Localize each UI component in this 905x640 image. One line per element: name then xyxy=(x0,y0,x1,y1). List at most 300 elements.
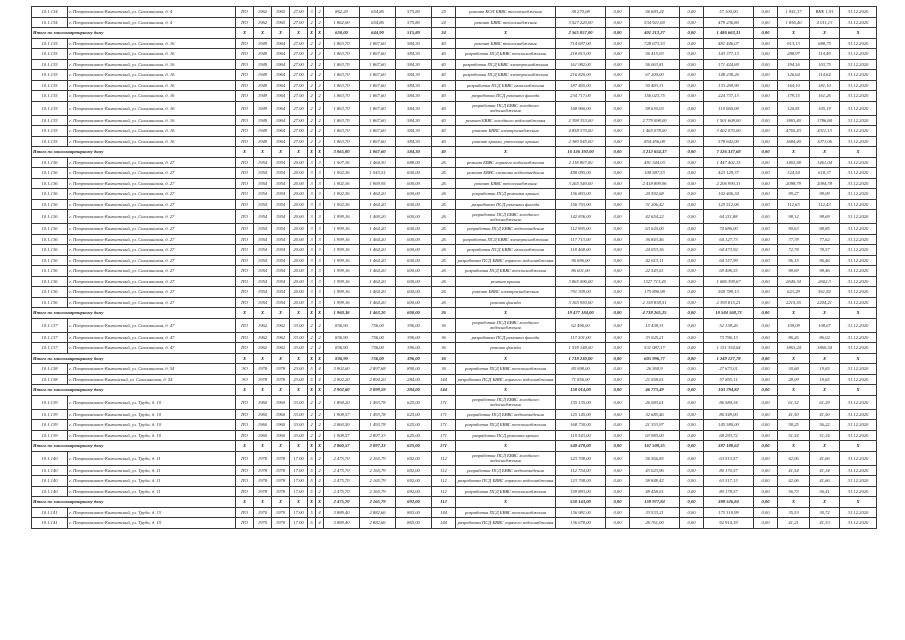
table-cell: 86 601,00 xyxy=(556,266,606,277)
table-cell: 0,00 xyxy=(680,374,704,385)
table-cell: 20.00 xyxy=(290,210,308,224)
table-cell: X xyxy=(308,441,316,452)
table-cell: 1954 xyxy=(254,210,272,224)
table-cell: 10.1.137 xyxy=(32,332,68,343)
table-cell: 2640,34 xyxy=(778,276,810,287)
table-cell: 575,80 xyxy=(396,7,432,18)
table-cell: 42 654,22 xyxy=(630,210,680,224)
table-cell: 2 xyxy=(316,17,324,28)
table-cell: 0,00 xyxy=(680,507,704,518)
table-cell: 3 xyxy=(308,276,316,287)
table-cell: ПО xyxy=(236,518,254,529)
table-cell: 1 867,60 xyxy=(360,91,396,102)
table-cell: X xyxy=(810,385,840,396)
table-cell: 1978 xyxy=(272,374,290,385)
table-cell: 0,00 xyxy=(606,318,630,332)
table-cell: 0,00 xyxy=(606,91,630,102)
table-cell: 0,00 xyxy=(680,49,704,60)
table-cell: 2 475,70 xyxy=(324,497,360,508)
table-cell: 31.12.2020 xyxy=(840,395,877,409)
table-cell: 1949 xyxy=(254,49,272,60)
table-cell: 2 xyxy=(308,49,316,60)
table-cell: 136 981,00 xyxy=(556,507,606,518)
table-cell: 22 543,61 xyxy=(630,266,680,277)
table-cell: 168 730,00 xyxy=(556,420,606,431)
table-cell: 0,00 xyxy=(680,80,704,91)
table-cell: 0,00 xyxy=(680,199,704,210)
table-cell: 159 893,00 xyxy=(556,486,606,497)
table-cell: разработка ПСД БВВС теплоснабжения xyxy=(456,49,556,60)
table-cell: 90,63 xyxy=(778,224,810,235)
table-cell: 1 867,60 xyxy=(360,49,396,60)
table-cell: 98,46 xyxy=(810,266,840,277)
table-cell: 26 xyxy=(432,224,456,235)
table-cell: 158 014,00 xyxy=(556,385,606,396)
table-cell: 1786,84 xyxy=(810,115,840,126)
table-cell: 0,00 xyxy=(606,332,630,343)
table-cell: 0,00 xyxy=(606,518,630,529)
table-cell: 31.12.2020 xyxy=(840,199,877,210)
table-cell: 10.1.134 xyxy=(32,7,68,18)
table-cell: 865,00 xyxy=(396,507,432,518)
table-cell: 40 xyxy=(432,91,456,102)
table-cell: 31.12.2020 xyxy=(840,476,877,487)
table-cell: 692,00 xyxy=(396,451,432,465)
table-cell: 1964 xyxy=(272,38,290,49)
table-cell: 600,00 xyxy=(396,287,432,298)
table-cell: X xyxy=(840,441,877,452)
table-cell: 756,00 xyxy=(360,332,396,343)
table-cell: 0,00 xyxy=(754,476,778,487)
table-cell: X xyxy=(236,308,254,319)
table-cell: 1954 xyxy=(272,224,290,235)
table-cell: 10 584 568,73 xyxy=(704,308,754,319)
table-cell: X xyxy=(272,353,290,364)
table-cell: 10.1.136 xyxy=(32,287,68,298)
table-cell: 20.00 xyxy=(290,168,308,179)
table-cell: 85 098,00 xyxy=(556,364,606,375)
table-cell: 0,00 xyxy=(680,287,704,298)
table-cell: 0,00 xyxy=(606,80,630,91)
table-cell: 0,00 xyxy=(680,297,704,308)
table-cell: ПО xyxy=(236,465,254,476)
table-cell: 17.00 xyxy=(290,465,308,476)
table-cell: 3 xyxy=(308,7,316,18)
table-cell: 30,72 xyxy=(810,507,840,518)
table-row xyxy=(32,80,877,91)
table-cell: 2 xyxy=(316,136,324,147)
table-cell: 40 xyxy=(432,115,456,126)
table-cell: 654,86 xyxy=(360,7,396,18)
table-cell: 31.12.2020 xyxy=(840,364,877,375)
table-cell: 30,68 xyxy=(778,364,810,375)
table-cell: 600,00 xyxy=(396,297,432,308)
table-cell: 171 xyxy=(432,409,456,420)
table-cell: 33.00 xyxy=(290,409,308,420)
table-cell: Итого по многоквартирному дому xyxy=(32,385,236,396)
table-cell: 10.1.136 xyxy=(32,178,68,189)
table-cell: 654,86 xyxy=(360,17,396,28)
table-cell: 43 023,96 xyxy=(630,465,680,476)
table-cell: 33 025,21 xyxy=(630,332,680,343)
table-cell: 791 309,00 xyxy=(556,287,606,298)
table-row xyxy=(32,287,877,298)
table-cell: 578 642,00 xyxy=(704,136,754,147)
table-cell: X xyxy=(254,385,272,396)
table-cell: 3 xyxy=(308,224,316,235)
table-cell: 72,78 xyxy=(778,245,810,256)
table-cell: 120,81 xyxy=(778,101,810,115)
table-cell: 216 820,00 xyxy=(556,70,606,81)
table-cell: X xyxy=(308,497,316,508)
table-cell: 26 083,61 xyxy=(630,395,680,409)
table-cell: 27.00 xyxy=(290,101,308,115)
table-cell: 2098,79 xyxy=(778,178,810,189)
table-cell: 110 060,08 xyxy=(704,101,754,115)
table-cell: 64 127,73 xyxy=(704,234,754,245)
table-cell: ремонт фасада xyxy=(456,297,556,308)
table-cell: X xyxy=(778,28,810,39)
table-cell: 584,30 xyxy=(396,115,432,126)
table-cell: 0,00 xyxy=(680,157,704,168)
table-cell: 41,33 xyxy=(810,518,840,529)
table-cell: X xyxy=(778,497,810,508)
table-cell: X xyxy=(254,147,272,158)
table-cell: 0,00 xyxy=(606,287,630,298)
spreadsheet-page xyxy=(31,6,876,529)
table-cell: 3 xyxy=(308,266,316,277)
table-cell: 387 188,62 xyxy=(704,441,754,452)
table-cell: 3 165 950,00 xyxy=(556,297,606,308)
table-cell: г. Петропавловск-Камчатский, ул. Сахалинская, д. 27 xyxy=(68,245,236,256)
table-cell: разработка ПСД БВВС холодного водоснабжения xyxy=(456,395,556,409)
table-cell: 3 xyxy=(308,245,316,256)
table-cell: 600,00 xyxy=(396,199,432,210)
table-cell: 2 165,79 xyxy=(360,465,396,476)
table-cell: 2 xyxy=(316,465,324,476)
table-cell: 3 xyxy=(316,168,324,179)
table-row xyxy=(32,168,877,179)
table-cell: 600,00 xyxy=(396,245,432,256)
table-cell: X xyxy=(290,353,308,364)
table-cell: 0,00 xyxy=(680,465,704,476)
table-cell: 1 464,20 xyxy=(360,287,396,298)
table-row xyxy=(32,101,877,115)
table-cell: ПО xyxy=(236,507,254,518)
table-cell: 836,90 xyxy=(324,353,360,364)
table-cell: 1954 xyxy=(272,157,290,168)
table-cell: 1962 xyxy=(254,343,272,354)
table-cell: 10.1.136 xyxy=(32,276,68,287)
table-cell: 40 xyxy=(432,38,456,49)
table-cell: 2602,3 xyxy=(810,276,840,287)
table-cell: 15 438,31 xyxy=(630,318,680,332)
table-cell: 1 867,60 xyxy=(360,59,396,70)
table-cell: 2 398 353,00 xyxy=(556,115,606,126)
table-cell: 114,64 xyxy=(810,70,840,81)
table-cell: 2 xyxy=(316,343,324,354)
table-cell: 4 738 265,25 xyxy=(630,308,680,319)
table-cell: 4 xyxy=(316,374,324,385)
table-cell: 5 xyxy=(308,507,316,518)
table-cell: 41,50 xyxy=(778,409,810,420)
table-cell: 2 xyxy=(316,318,324,332)
table-cell: разработка ПСД ремонта фасада xyxy=(456,332,556,343)
table-cell: 112,63 xyxy=(778,199,810,210)
table-cell: 854 456,08 xyxy=(630,136,680,147)
table-cell: 10.1.136 xyxy=(32,224,68,235)
table-cell: 19,65 xyxy=(810,374,840,385)
table-cell: 0,00 xyxy=(680,91,704,102)
table-cell: 2 xyxy=(316,59,324,70)
table-cell: X xyxy=(290,308,308,319)
table-cell: 10.1.140 xyxy=(32,486,68,497)
table-cell: ПО xyxy=(236,199,254,210)
table-cell: ПО xyxy=(236,451,254,465)
table-cell: 125 145,00 xyxy=(556,409,606,420)
table-cell: 40 xyxy=(432,49,456,60)
table-cell: X xyxy=(456,147,556,158)
table-cell: 1 863,70 xyxy=(324,136,360,147)
table-cell: ПО xyxy=(236,409,254,420)
table-cell: 0,00 xyxy=(754,224,778,235)
table-cell: 623,29 xyxy=(778,287,810,298)
table-cell: 2 xyxy=(316,332,324,343)
subtotal-row xyxy=(32,441,877,452)
table-cell: 0,00 xyxy=(680,395,704,409)
table-cell: 584,30 xyxy=(396,70,432,81)
table-cell: 1 999,16 xyxy=(324,245,360,256)
table-cell: X xyxy=(254,441,272,452)
table-cell: 17.00 xyxy=(290,476,308,487)
table-cell: 1960 xyxy=(254,395,272,409)
table-cell: 102 406,34 xyxy=(704,189,754,200)
table-cell: 86,02 xyxy=(810,332,840,343)
table-cell: 86 580,34 xyxy=(704,395,754,409)
table-cell: ПО xyxy=(236,430,254,441)
table-cell: 0,00 xyxy=(680,115,704,126)
table-row xyxy=(32,245,877,256)
table-cell: 42 613,11 xyxy=(630,255,680,266)
table-cell: 35,53 xyxy=(778,507,810,518)
table-cell: 3 527 220,00 xyxy=(556,17,606,28)
table-cell: X xyxy=(236,147,254,158)
table-cell: 0,00 xyxy=(606,465,630,476)
table-cell: г. Петропавловск-Камчатский, ул. Сахалинская, д. 16 xyxy=(68,115,236,126)
table-cell: Итого по многоквартирному дому xyxy=(32,308,236,319)
table-cell: 10.1.135 xyxy=(32,38,68,49)
table-cell: 5 xyxy=(308,465,316,476)
table-cell: 161 982,00 xyxy=(556,59,606,70)
table-cell: ПО xyxy=(236,115,254,126)
table-cell: 98,69 xyxy=(778,266,810,277)
table-cell: X xyxy=(272,385,290,396)
table-cell: X xyxy=(840,385,877,396)
table-cell: 41,66 xyxy=(810,451,840,465)
table-cell: г. Петропавловск-Камчатский, ул. Сахалинская, д. 27 xyxy=(68,178,236,189)
table-cell: 1 999,16 xyxy=(324,297,360,308)
table-cell: ПО xyxy=(236,234,254,245)
table-cell: 3 xyxy=(316,189,324,200)
table-cell: 692,00 xyxy=(396,465,432,476)
table-cell: 0,00 xyxy=(754,157,778,168)
table-cell: 2 xyxy=(316,101,324,115)
table-cell: 1954 xyxy=(254,234,272,245)
table-cell: ПО xyxy=(236,157,254,168)
table-cell: 0,00 xyxy=(754,441,778,452)
table-cell: 1954 xyxy=(254,168,272,179)
table-cell: 58 630,03 xyxy=(630,101,680,115)
table-cell: разработка ПСД БВВС холодного водоснабжения xyxy=(456,101,556,115)
table-cell: 52 138,26 xyxy=(704,318,754,332)
table-cell: 17.00 xyxy=(290,507,308,518)
table-cell: X xyxy=(308,353,316,364)
table-cell: 112 xyxy=(432,497,456,508)
table-cell: 1 501 608,00 xyxy=(704,115,754,126)
table-cell: 1954 xyxy=(254,178,272,189)
table-cell: 1954 xyxy=(272,245,290,256)
table-cell: ПО xyxy=(236,136,254,147)
table-cell: 51,54 xyxy=(778,430,810,441)
table-row xyxy=(32,59,877,70)
table-cell: 423 129,37 xyxy=(704,168,754,179)
table-cell: 3 xyxy=(316,178,324,189)
table-cell: 584,30 xyxy=(396,91,432,102)
table-cell: 1978 xyxy=(272,486,290,497)
table-row xyxy=(32,7,877,18)
table-cell: 2 xyxy=(308,395,316,409)
table-cell: 156 023,75 xyxy=(630,91,680,102)
table-cell: 1 469,20 xyxy=(360,210,396,224)
table-cell: 1 493,78 xyxy=(360,409,396,420)
table-cell: 31.12.2020 xyxy=(840,91,877,102)
table-cell: 224 737,13 xyxy=(704,91,754,102)
table-cell: ПО xyxy=(236,245,254,256)
table-cell: 0,00 xyxy=(754,518,778,529)
table-cell: 3 xyxy=(308,234,316,245)
table-cell: 865,00 xyxy=(396,518,432,529)
table-row xyxy=(32,518,877,529)
table-cell: 36 xyxy=(432,353,456,364)
table-cell: 2 xyxy=(316,395,324,409)
table-cell: 2 475,70 xyxy=(324,451,360,465)
table-cell: 56 063,81 xyxy=(630,59,680,70)
table-cell: 2 165,79 xyxy=(360,476,396,487)
table-cell: ПО xyxy=(236,17,254,28)
table-cell: 1 867,60 xyxy=(360,38,396,49)
table-cell: 1949 xyxy=(254,70,272,81)
table-row xyxy=(32,451,877,465)
table-cell: 0,00 xyxy=(754,70,778,81)
table-cell: 27.00 xyxy=(290,59,308,70)
table-cell: 10.1.136 xyxy=(32,168,68,179)
table-cell: 27.00 xyxy=(290,115,308,126)
table-cell: 1 999,16 xyxy=(324,276,360,287)
table-cell: 1964 xyxy=(272,115,290,126)
table-cell: 41,54 xyxy=(778,465,810,476)
table-cell: X xyxy=(810,147,840,158)
table-cell: 114,49 xyxy=(810,49,840,60)
table-cell: 26 xyxy=(432,234,456,245)
table-cell: 0,00 xyxy=(606,70,630,81)
table-cell: 3 xyxy=(316,199,324,210)
table-cell: г. Петропавловск-Камчатский, ул. Труда, д. 10 xyxy=(68,395,236,409)
table-cell: 600,00 xyxy=(396,308,432,319)
table-cell: 625,00 xyxy=(396,441,432,452)
table-cell: г. Петропавловск-Камчатский, ул. Сахалинская, д. 27 xyxy=(68,199,236,210)
table-cell: 0,00 xyxy=(606,101,630,115)
table-cell: X xyxy=(810,28,840,39)
table-cell: 2 xyxy=(316,38,324,49)
table-cell: 2 xyxy=(316,80,324,91)
table-cell: 10.1.135 xyxy=(32,136,68,147)
table-cell: г. Петропавловск-Камчатский, ул. Сахалинская, д. 16 xyxy=(68,70,236,81)
table-cell: 2 xyxy=(316,126,324,137)
table-cell: 61,32 xyxy=(778,395,810,409)
table-cell: 1 863,70 xyxy=(324,38,360,49)
table-cell: X xyxy=(810,441,840,452)
table-cell: 2 395 815,21 xyxy=(704,297,754,308)
table-cell: 1 718 230,00 xyxy=(556,353,606,364)
table-cell: 0,00 xyxy=(680,518,704,529)
table-cell: 80 170,57 xyxy=(704,465,754,476)
table-cell: 1 464,20 xyxy=(360,255,396,266)
table-cell: 3 xyxy=(316,157,324,168)
table-row xyxy=(32,49,877,60)
table-cell: 112 xyxy=(432,451,456,465)
table-cell: 27.00 xyxy=(290,17,308,28)
table-cell: 42,06 xyxy=(778,476,810,487)
table-cell: 31.12.2020 xyxy=(840,126,877,137)
table-cell: 0,00 xyxy=(680,17,704,28)
table-cell: 0,00 xyxy=(606,430,630,441)
table-cell: X xyxy=(236,28,254,39)
table-cell: Итого по многоквартирному дому xyxy=(32,497,236,508)
table-row xyxy=(32,17,877,28)
table-cell: разработка ПСД БВВС холодного водоснабжения xyxy=(456,318,556,332)
table-row xyxy=(32,136,877,147)
table-cell: 20.00 xyxy=(290,266,308,277)
table-cell: ремонт КОЛ БВВС теплоснабжения xyxy=(456,7,556,18)
table-cell: 20.00 xyxy=(290,224,308,235)
table-cell: 26 xyxy=(432,255,456,266)
table-cell: 0,00 xyxy=(606,224,630,235)
table-cell: 0,00 xyxy=(754,136,778,147)
table-cell: 1954 xyxy=(254,255,272,266)
table-cell: 1978 xyxy=(272,476,290,487)
table-cell: 4 xyxy=(316,364,324,375)
table-cell: 133 269,90 xyxy=(704,80,754,91)
table-cell: 561,82 xyxy=(810,287,840,298)
table-cell: 63 317,13 xyxy=(704,476,754,487)
table-cell: 584,30 xyxy=(396,38,432,49)
table-row xyxy=(32,91,877,102)
table-cell: 0,00 xyxy=(680,7,704,18)
table-cell: 600,00 xyxy=(396,276,432,287)
table-cell: г. Петропавловск-Камчатский, ул. Сахалинская, д. 47 xyxy=(68,343,236,354)
table-cell: 63 985,00 xyxy=(630,430,680,441)
table-cell: 56,41 xyxy=(810,486,840,497)
table-cell: разработка ПСД БВВС горячего водоснабжения xyxy=(456,374,556,385)
table-cell: 20 592,68 xyxy=(630,189,680,200)
table-cell: 10.1.136 xyxy=(32,189,68,200)
table-cell: разработка ПСД БВВС теплоснабжения xyxy=(456,486,556,497)
table-cell: 103,75 xyxy=(810,59,840,70)
table-cell: 0,00 xyxy=(754,147,778,158)
table-cell: разработка ПСД БВВС газоснабжения xyxy=(456,80,556,91)
table-cell: 98,69 xyxy=(810,210,840,224)
table-cell: ПО xyxy=(236,126,254,137)
